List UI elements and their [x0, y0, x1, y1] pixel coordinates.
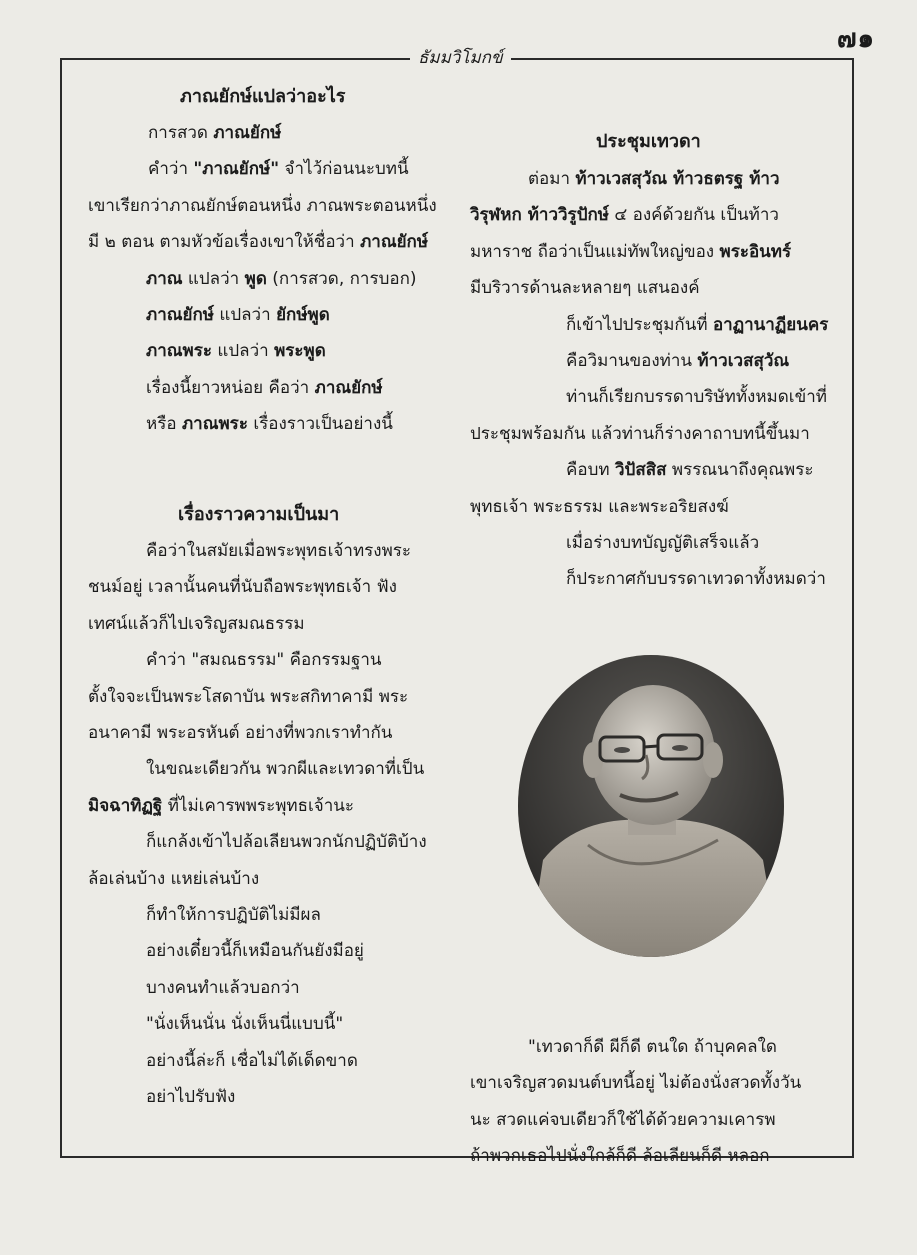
text-segment: ภาณพระ — [181, 414, 248, 435]
text-line — [148, 154, 409, 184]
page-number: ๗๑ — [836, 24, 875, 54]
text-segment: คือว่าในสมัยเมื่อพระพุทธเจ้าทรงพระ — [146, 541, 412, 561]
text-segment: ๔ องค์ด้วยกัน เป็นท้าว — [608, 205, 779, 226]
text-segment: ตั้งใจจะเป็นพระโสดาบัน พระสกิทาคามี พระ — [88, 686, 409, 707]
text-segment: ภาณ — [146, 268, 183, 289]
text-segment: แปลว่า — [182, 268, 245, 289]
text-segment: เขาเจริญสวดมนต์บทนี้อยู่ ไม่ต้องนั่งสวดทั้งวัน — [470, 1073, 802, 1094]
text-segment: การสวด — [148, 123, 214, 143]
text-segment: ล้อเล่นบ้าง แหย่เล่นบ้าง — [88, 868, 260, 889]
text-segment: "ภาณยักษ์" — [193, 159, 280, 180]
text-segment: ก็เข้าไปประชุมกันที่ — [566, 314, 713, 335]
text-segment: ภาณยักษ์ — [314, 377, 383, 398]
text-line — [528, 164, 780, 194]
text-line — [146, 973, 300, 1003]
text-line — [146, 373, 383, 403]
text-line — [470, 200, 779, 230]
text-segment: แปลว่า — [213, 305, 277, 325]
text-segment: เขาเรียกว่าภาณยักษ์ตอนหนึ่ง ภาณพระตอนหนึ่ง — [88, 195, 437, 216]
text-segment: ถ้าพวกเธอไปนั่งใกล้ก็ดี ล้อเลียนก็ดี หลอก — [470, 1146, 770, 1167]
text-segment: ยักษ์พูด — [276, 305, 330, 325]
text-segment: พระพูด — [274, 341, 326, 362]
text-segment: เรื่องนี้ยาวหน่อย คือว่า — [146, 377, 315, 398]
text-segment: วิปัสสิส — [614, 460, 667, 481]
text-segment: อย่าไปรับฟัง — [146, 1087, 236, 1107]
text-segment: อนาคามี พระอรหันต์ อย่างที่พวกเราทำกัน — [88, 723, 393, 743]
text-segment: ก็แกล้งเข้าไปล้อเลียนพวกนักปฏิบัติบ้าง — [146, 832, 427, 853]
text-line — [146, 936, 364, 966]
text-line — [566, 455, 813, 485]
text-segment: เทศน์แล้วก็ไปเจริญสมณธรรม — [88, 613, 305, 634]
text-line — [566, 346, 789, 376]
text-segment: ท่านก็เรียกบรรดาบริษัททั้งหมดเข้าที่ — [566, 387, 827, 408]
text-segment: อย่างนี้ล่ะก็ เชื่อไม่ได้เด็ดขาด — [146, 1050, 358, 1071]
text-line — [146, 827, 427, 857]
text-segment: พุทธเจ้า พระธรรม และพระอริยสงฆ์ — [470, 496, 729, 517]
text-segment: ประชุมพร้อมกัน แล้วท่านก็ร่างคาถาบทนี้ขึ้นมา — [470, 423, 810, 444]
text-segment: เรื่องราวเป็นอย่างนี้ — [247, 414, 393, 435]
text-segment: "เทวดาก็ดี ผีก็ดี ตนใด ถ้าบุคคลใด — [528, 1037, 777, 1057]
text-segment: ก็ประกาศกับบรรดาเทวดาทั้งหมดว่า — [566, 569, 826, 590]
section-heading: ประชุมเทวดา — [596, 131, 701, 152]
text-segment: แปลว่า — [212, 341, 275, 362]
text-line — [146, 536, 411, 566]
text-line — [146, 1009, 343, 1039]
text-line — [88, 791, 354, 821]
text-segment: ก็ทำให้การปฏิบัติไม่มีผล — [146, 905, 321, 925]
text-segment: พระอินทร์ — [719, 241, 792, 262]
text-segment: พูด — [244, 268, 267, 289]
text-segment: อย่างเดี๋ยวนี้ก็เหมือนกันยังมีอยู่ — [146, 941, 364, 962]
text-line — [88, 191, 437, 221]
text-line — [566, 528, 759, 558]
text-line — [528, 1032, 777, 1062]
text-line — [470, 1068, 801, 1098]
text-segment: คำว่า — [148, 159, 194, 180]
text-line — [88, 682, 408, 712]
running-header: ธัมมวิโมกข์ — [410, 44, 511, 71]
text-line — [146, 645, 382, 675]
text-line — [88, 718, 392, 748]
text-line — [146, 409, 393, 439]
text-line — [470, 237, 791, 267]
text-segment: (การสวด, การบอก) — [266, 268, 417, 289]
text-line — [470, 492, 729, 522]
text-segment: คือบท — [566, 460, 615, 481]
text-segment: หรือ — [146, 414, 182, 435]
text-line — [146, 900, 321, 930]
text-line — [88, 609, 305, 639]
text-line — [566, 564, 826, 594]
text-segment: วิรุฬหก ท้าววิรูปักษ์ — [470, 205, 609, 226]
text-line — [146, 1046, 358, 1076]
text-line — [88, 864, 259, 894]
text-segment: มีบริวารด้านละหลายๆ แสนองค์ — [470, 278, 700, 299]
portrait-illustration — [518, 655, 784, 957]
section-heading: เรื่องราวความเป็นมา — [178, 504, 340, 525]
text-line — [566, 310, 828, 340]
text-segment: มหาราช ถือว่าเป็นแม่ทัพใหญ่ของ — [470, 241, 720, 262]
text-line — [470, 419, 810, 449]
text-segment: ภาณยักษ์ — [213, 123, 282, 143]
text-line — [146, 754, 424, 784]
text-segment: มี ๒ ตอน ตามหัวข้อเรื่องเขาให้ชื่อว่า — [88, 232, 361, 253]
text-segment: ต่อมา — [528, 169, 576, 189]
text-segment: "นั่งเห็นนั่น นั่งเห็นนี่แบบนี้" — [146, 1014, 344, 1035]
text-segment: ภาณพระ — [146, 341, 212, 362]
text-segment: อาฏานาฏียนคร — [712, 314, 829, 335]
text-segment: ชนม์อยู่ เวลานั้นคนที่นับถือพระพุทธเจ้า ฟัง — [88, 577, 397, 598]
section-heading: ภาณยักษ์แปลว่าอะไร — [180, 86, 346, 107]
text-line — [88, 227, 428, 257]
text-segment: ภาณยักษ์ — [146, 305, 214, 325]
text-line — [88, 572, 397, 602]
text-segment: พรรณนาถึงคุณพระ — [666, 460, 814, 481]
text-segment: จำไว้ก่อนนะบทนี้ — [279, 159, 409, 180]
text-line — [148, 118, 281, 148]
text-line — [470, 1141, 770, 1171]
text-line — [566, 382, 827, 412]
text-segment: มิจฉาทิฏฐิ — [88, 795, 163, 816]
text-segment: บางคนทำแล้วบอกว่า — [146, 977, 300, 998]
text-line — [470, 273, 700, 303]
text-line — [470, 1105, 776, 1135]
text-line — [146, 336, 326, 366]
text-segment: ท้าวเวสสุวัณ ท้าวธตรฐ ท้าว — [575, 169, 780, 189]
text-line — [146, 264, 417, 294]
text-line — [146, 300, 330, 330]
monk-portrait-photo — [518, 655, 784, 957]
text-segment: คือวิมานของท่าน — [566, 351, 698, 371]
text-segment: คำว่า "สมณธรรม" คือกรรมฐาน — [146, 650, 382, 671]
text-line — [146, 1082, 235, 1112]
text-segment: ที่ไม่เคารพพระพุทธเจ้านะ — [162, 795, 355, 816]
text-segment: นะ สวดแค่จบเดียวก็ใช้ได้ด้วยความเคารพ — [470, 1109, 776, 1130]
text-segment: ภาณยักษ์ — [360, 232, 429, 253]
text-segment: เมื่อร่างบทบัญญัติเสร็จแล้ว — [566, 533, 760, 553]
text-segment: ในขณะเดียวกัน พวกผีและเทวดาที่เป็น — [146, 759, 425, 780]
text-segment: ท้าวเวสสุวัณ — [697, 351, 790, 371]
